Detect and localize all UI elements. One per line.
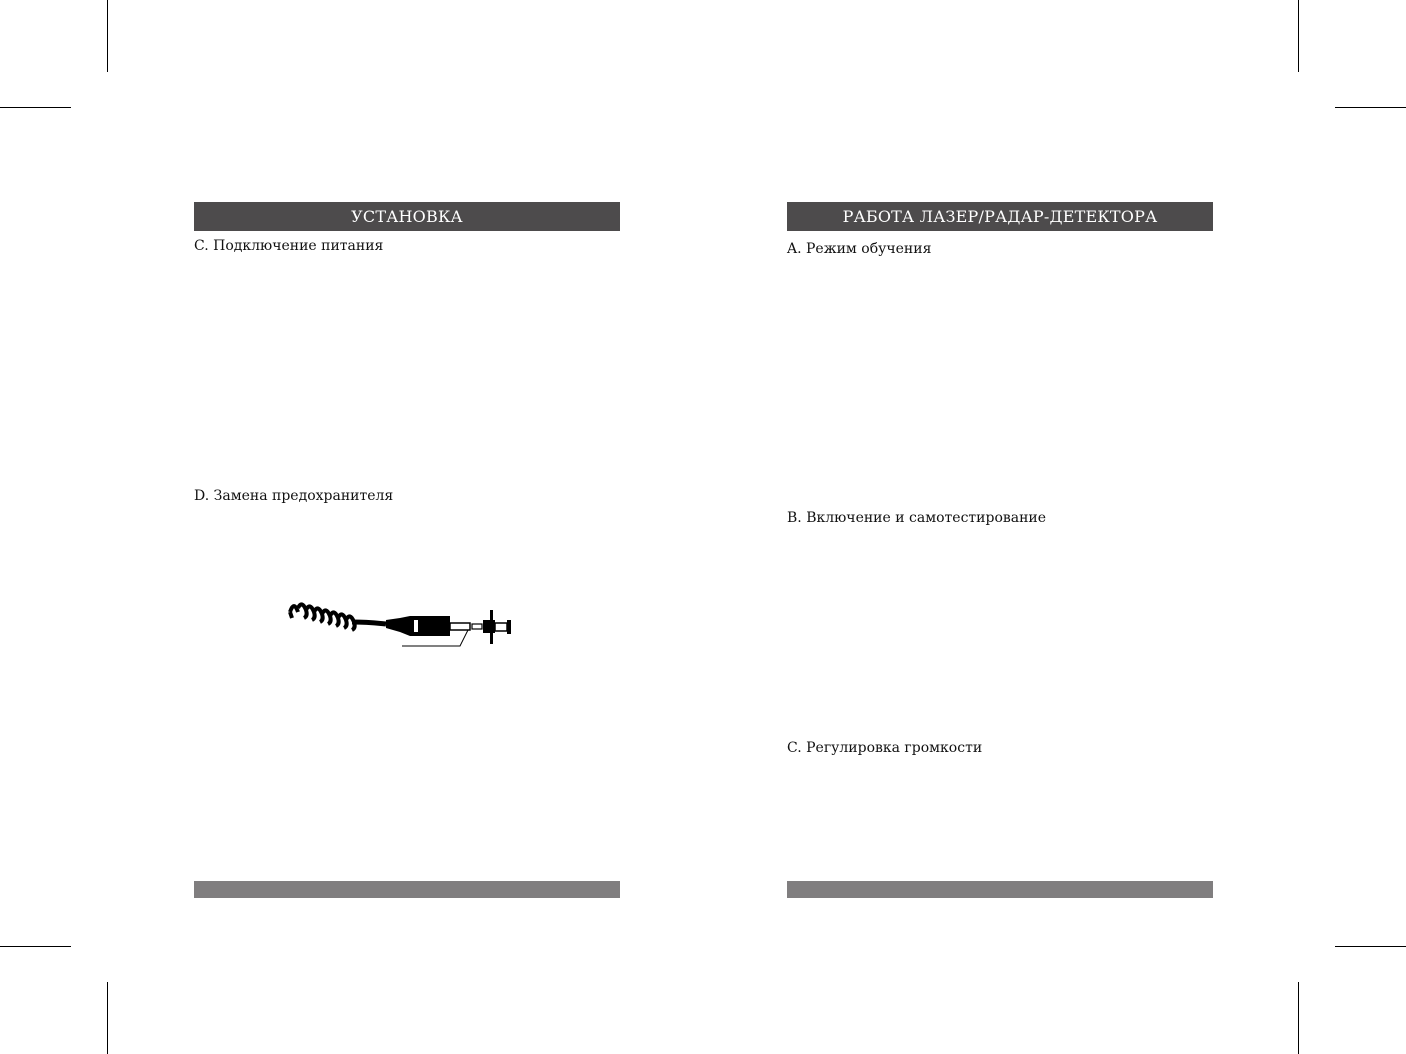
section-heading-power-connection: C. Подключение питания [194,238,384,254]
left-page-header: УСТАНОВКА [194,202,620,231]
right-page-footer-bar [787,881,1213,898]
crop-mark-top-right-vertical [1298,0,1299,72]
section-heading-learning-mode: A. Режим обучения [787,241,932,257]
crop-mark-bottom-left-vertical [107,982,108,1054]
left-page-footer-bar [194,881,620,898]
section-heading-fuse-replacement: D. Замена предохранителя [194,488,394,504]
left-page [194,0,620,1054]
power-cord-icon [288,598,514,650]
right-page-header: РАБОТА ЛАЗЕР/РАДАР-ДЕТЕКТОРА [787,202,1213,231]
section-heading-power-on-self-test: B. Включение и самотестирование [787,510,1047,526]
crop-mark-top-left-horizontal [0,107,71,108]
right-page [787,0,1213,1054]
crop-mark-bottom-right-horizontal [1335,946,1406,947]
power-cord-fuse-illustration [288,598,514,650]
crop-mark-top-right-horizontal [1335,107,1406,108]
crop-mark-top-left-vertical [107,0,108,72]
section-heading-volume-adjustment: C. Регулировка громкости [787,740,983,756]
crop-mark-bottom-right-vertical [1298,982,1299,1054]
crop-mark-bottom-left-horizontal [0,946,71,947]
